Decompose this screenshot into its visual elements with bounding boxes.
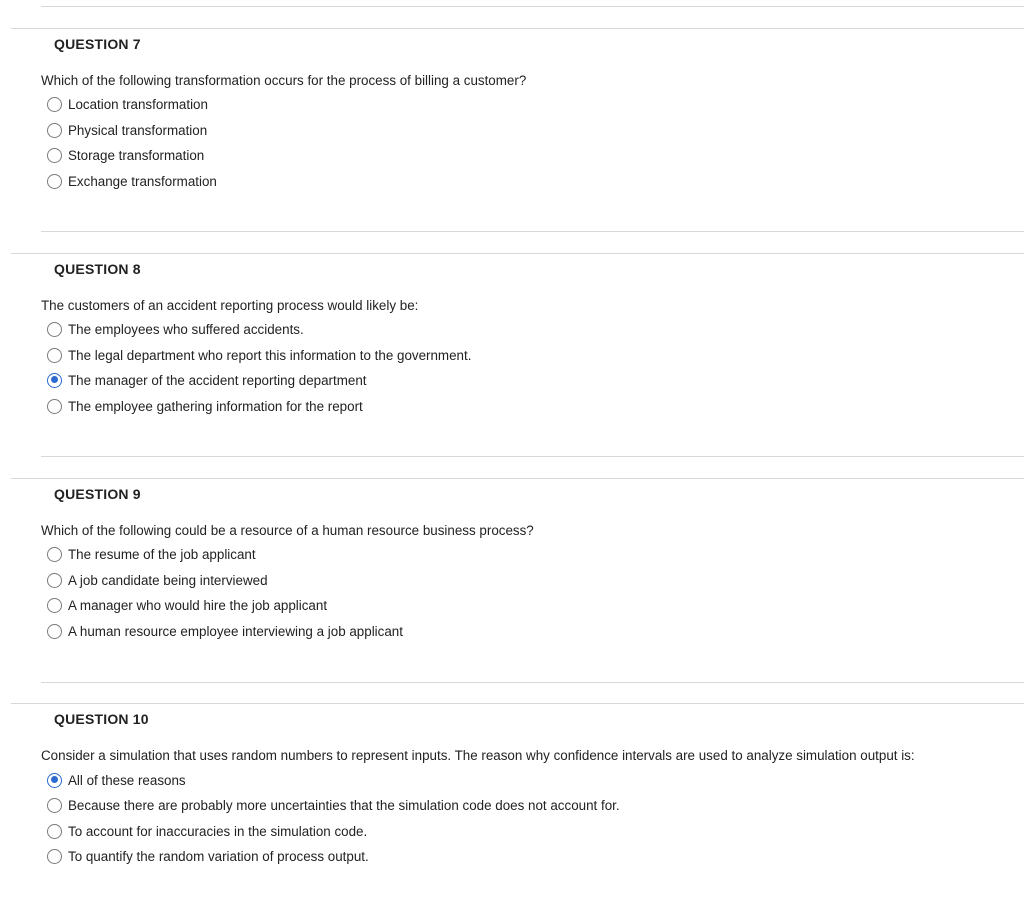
option-label: A manager who would hire the job applicant: [68, 597, 328, 613]
radio-button[interactable]: [47, 322, 62, 337]
question-10-option-1[interactable]: [47, 770, 186, 790]
option-label: To account for inaccuracies in the simulation code.: [68, 823, 368, 839]
question-7-text: Which of the following transformation occurs for the process of billing a customer?: [41, 73, 527, 88]
question-10-option-3[interactable]: [47, 821, 367, 841]
option-label: All of these reasons: [68, 772, 186, 788]
question-9-option-2[interactable]: [47, 570, 268, 590]
radio-button[interactable]: [47, 598, 62, 613]
question-8-option-1[interactable]: [47, 319, 304, 339]
question-8-text: The customers of an accident reporting process would likely be:: [41, 298, 419, 313]
option-label: The employees who suffered accidents.: [68, 321, 304, 337]
radio-button[interactable]: [47, 148, 62, 163]
option-label: A human resource employee interviewing a job applicant: [68, 623, 403, 639]
question-9-option-1[interactable]: [47, 544, 256, 564]
option-label: Location transformation: [68, 96, 208, 112]
question-7-option-4[interactable]: [47, 171, 217, 191]
divider: [41, 231, 1024, 232]
question-divider: [11, 253, 1024, 254]
radio-button[interactable]: [47, 624, 62, 639]
option-label: A job candidate being interviewed: [68, 572, 268, 588]
radio-button[interactable]: [47, 824, 62, 839]
question-divider: [11, 703, 1024, 704]
radio-button[interactable]: [47, 798, 62, 813]
question-7-title: QUESTION 7: [54, 36, 141, 52]
radio-button[interactable]: [47, 573, 62, 588]
question-10-option-2[interactable]: [47, 795, 620, 815]
option-label: Exchange transformation: [68, 173, 217, 189]
question-8-option-4[interactable]: [47, 396, 363, 416]
option-label: The resume of the job applicant: [68, 546, 256, 562]
radio-button[interactable]: [47, 773, 62, 788]
question-8-title: QUESTION 8: [54, 261, 141, 277]
option-label: Because there are probably more uncertainties that the simulation code does not account for.: [68, 797, 620, 813]
question-7-option-1[interactable]: [47, 94, 208, 114]
question-divider: [11, 478, 1024, 479]
divider: [41, 682, 1024, 683]
radio-button[interactable]: [47, 123, 62, 138]
question-10-option-4[interactable]: [47, 846, 369, 866]
radio-button[interactable]: [47, 97, 62, 112]
option-label: Physical transformation: [68, 122, 208, 138]
option-label: The manager of the accident reporting department: [68, 372, 367, 388]
option-label: The legal department who report this information to the government.: [68, 347, 472, 363]
question-8-option-2[interactable]: [47, 345, 471, 365]
radio-button[interactable]: [47, 849, 62, 864]
option-label: The employee gathering information for the report: [68, 398, 363, 414]
divider: [41, 6, 1024, 7]
radio-button[interactable]: [47, 547, 62, 562]
question-8-option-3[interactable]: [47, 370, 367, 390]
radio-button[interactable]: [47, 399, 62, 414]
question-7-option-3[interactable]: [47, 145, 204, 165]
question-10-title: QUESTION 10: [54, 711, 149, 727]
divider: [41, 456, 1024, 457]
radio-button[interactable]: [47, 373, 62, 388]
question-divider: [11, 28, 1024, 29]
question-9-option-3[interactable]: [47, 595, 327, 615]
question-7-option-2[interactable]: [47, 120, 207, 140]
radio-button[interactable]: [47, 348, 62, 363]
option-label: Storage transformation: [68, 147, 205, 163]
question-9-text: Which of the following could be a resource of a human resource business process?: [41, 523, 534, 538]
question-9-title: QUESTION 9: [54, 486, 141, 502]
question-9-option-4[interactable]: [47, 621, 403, 641]
option-label: To quantify the random variation of process output.: [68, 848, 369, 864]
radio-button[interactable]: [47, 174, 62, 189]
question-10-text: Consider a simulation that uses random numbers to represent inputs. The reason why confidence intervals are used to analyze simulation output is:: [41, 748, 915, 763]
